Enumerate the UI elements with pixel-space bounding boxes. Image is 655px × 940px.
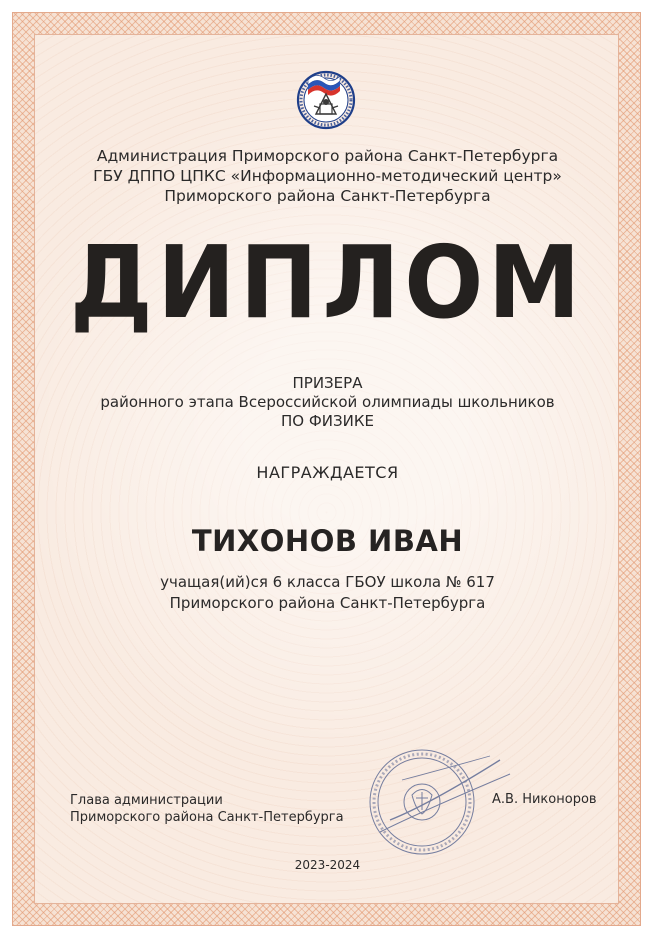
document-title: ДИПЛОМ [69,224,586,341]
signer-position-line-1: Глава администрации [70,793,223,808]
awarded-label: НАГРАЖДАЕТСЯ [256,463,399,482]
signer-position-line-2: Приморского района Санкт-Петербурга [70,810,344,825]
recipient-desc-line-1: учащая(ий)ся 6 класса ГБОУ школа № 617 [160,573,495,591]
academic-year: 2023-2024 [294,858,361,872]
recipient-description [0,572,655,614]
issuer-line-2: ГБУ ДППО ЦПКС «Информационно-методический центр» [93,167,562,185]
award-description [0,374,655,431]
signer-position [70,792,344,826]
signer-name: А.В. Никоноров [492,792,597,807]
award-line-3: ПО ФИЗИКЕ [281,412,374,430]
issuer-line-3: Приморского района Санкт-Петербурга [164,187,491,205]
issuer-header [0,146,655,206]
award-line-2: районного этапа Всероссийской олимпиады школьников [100,393,555,411]
award-line-1: ПРИЗЕРА [292,374,363,392]
recipient-desc-line-2: Приморского района Санкт-Петербурга [169,594,486,612]
recipient-name: ТИХОНОВ ИВАН [191,524,464,558]
issuer-line-1: Администрация Приморского района Санкт-Петербурга [96,147,559,165]
olympiad-emblem-icon [294,64,358,132]
